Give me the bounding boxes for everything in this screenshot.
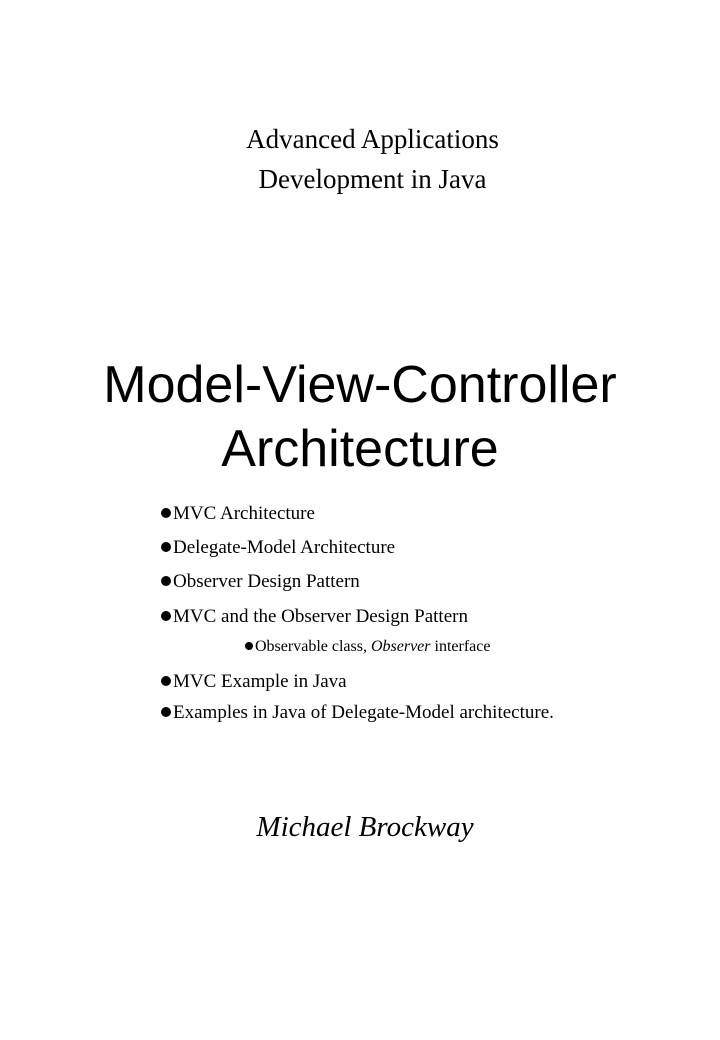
sub-topic-suffix: interface xyxy=(430,638,491,655)
bullet-icon xyxy=(245,642,253,650)
topic-text: MVC Architecture xyxy=(173,503,315,524)
topic-text: MVC Example in Java xyxy=(173,671,347,692)
bullet-icon xyxy=(161,611,171,621)
topic-item xyxy=(161,572,360,591)
topic-item xyxy=(161,672,347,691)
slide-title-line-2: Architecture xyxy=(221,420,499,478)
topic-item xyxy=(161,607,468,626)
topic-text: MVC and the Observer Design Pattern xyxy=(173,606,468,627)
topic-item xyxy=(161,538,395,557)
bullet-icon xyxy=(161,676,171,686)
bullet-icon xyxy=(161,542,171,552)
topic-text: Observer Design Pattern xyxy=(173,571,360,592)
slide-title-line-1: Model-View-Controller xyxy=(103,356,617,414)
author-name: Michael Brockway xyxy=(256,811,474,843)
topic-item xyxy=(161,504,315,523)
course-title-line-2: Development in Java xyxy=(258,164,487,194)
course-title-line-1: Advanced Applications xyxy=(246,124,499,154)
sub-topic-prefix: Observable class, xyxy=(255,638,371,655)
bullet-icon xyxy=(161,576,171,586)
sub-topic-italic: Observer xyxy=(370,638,431,655)
topic-item xyxy=(161,700,561,725)
sub-topic-item xyxy=(245,639,490,655)
topic-text: Delegate-Model Architecture xyxy=(173,537,396,558)
topic-text: Examples in Java of Delegate-Model architecture. xyxy=(173,702,554,723)
bullet-icon xyxy=(161,707,171,717)
bullet-icon xyxy=(161,508,171,518)
